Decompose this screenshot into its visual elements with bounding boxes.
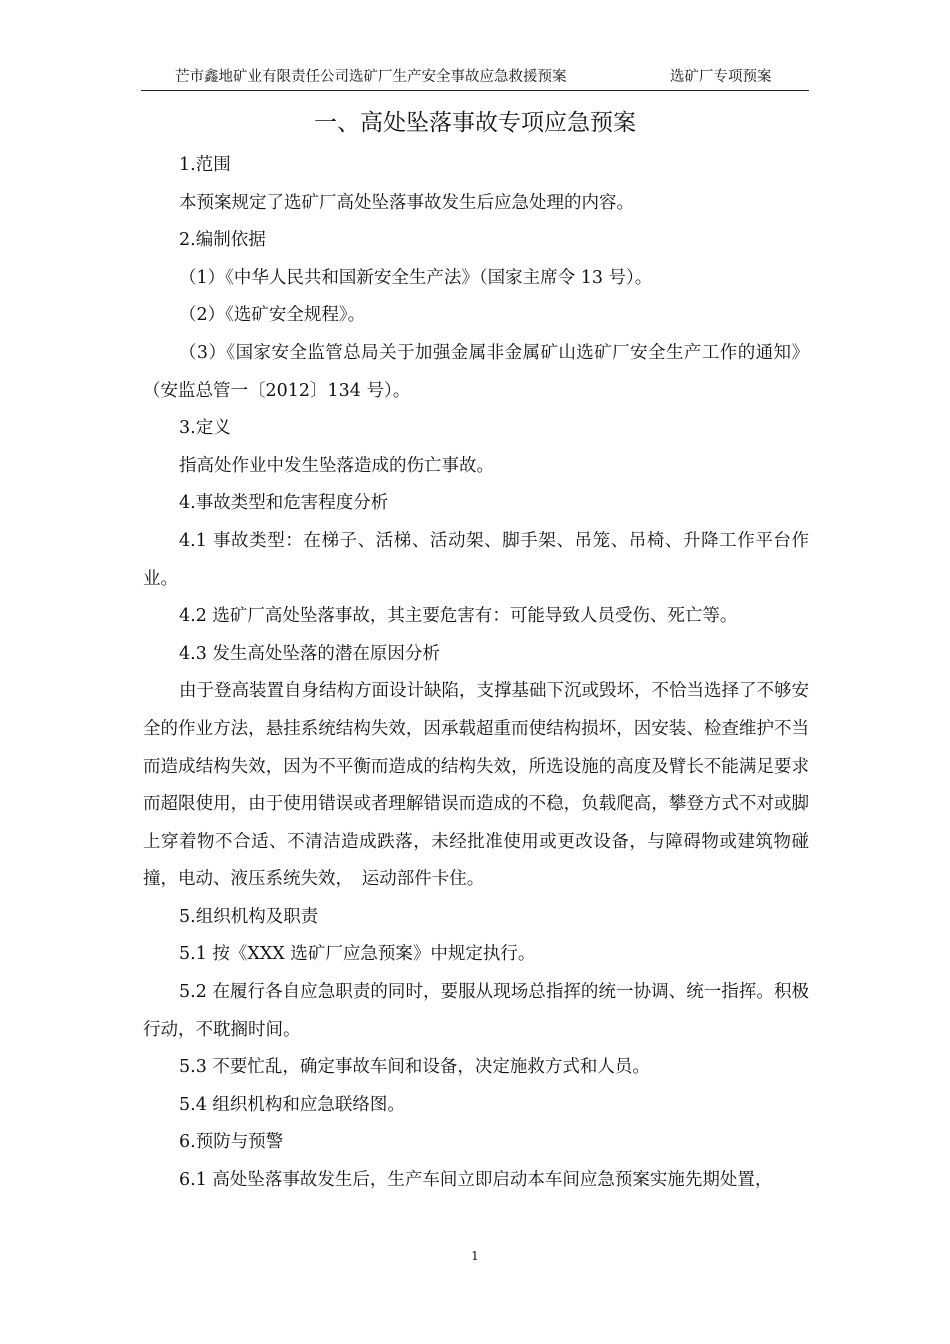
paragraph-5-3: 5.3 不要忙乱，确定事故车间和设备，决定施救方式和人员。 [179,1057,650,1078]
paragraph-basis-1: （1）《中华人民共和国新安全生产法》（国家主席令 13 号）。 [179,267,653,288]
paragraph-scope: 本预案规定了选矿厂高处坠落事故发生后应急处理的内容。 [179,192,634,213]
paragraph-6-1: 6.1 高处坠落事故发生后，生产车间立即启动本车间应急预案实施先期处置， [179,1170,773,1191]
heading-prevention: 6.预防与预警 [179,1132,284,1153]
heading-definition: 3.定义 [179,418,231,439]
document-body [143,147,809,1200]
paragraph-5-2: 5.2 在履行各自应急职责的同时，要服从现场总指挥的统一协调、统一指挥。积极行动，不耽搁时间。 [143,982,809,1040]
heading-basis: 2.编制依据 [179,230,266,251]
page-number: 1 [471,1249,479,1263]
heading-accident-analysis: 4.事故类型和危害程度分析 [179,493,389,514]
header-document-name: 芒市鑫地矿业有限责任公司选矿厂生产安全事故应急救援预案 [175,69,567,85]
paragraph-5-4: 5.4 组织机构和应急联络图。 [179,1094,405,1115]
paragraph-basis-3: （3）《国家安全监管总局关于加强金属非金属矿山选矿厂安全生产工作的通知》（安监总管一〔2012〕134 号）。 [143,342,809,401]
paragraph-definition: 指高处作业中发生坠落造成的伤亡事故。 [179,455,494,476]
paragraph-4-1: 4.1 事故类型：在梯子、活梯、活动架、脚手架、吊笼、吊椅、升降工作平台作业。 [143,530,809,589]
heading-organization: 5.组织机构及职责 [179,906,319,927]
paragraph-4-3: 4.3 发生高处坠落的潜在原因分析 [179,643,440,664]
header-section-name: 选矿厂专项预案 [670,69,772,85]
heading-scope: 1.范围 [179,155,231,175]
paragraph-5-1: 5.1 按《XXX 选矿厂应急预案》中规定执行。 [179,944,536,965]
paragraph-4-2: 4.2 选矿厂高处坠落事故，其主要危害有：可能导致人员受伤、死亡等。 [179,606,738,627]
paragraph-basis-2: （2）《选矿安全规程》。 [179,305,366,326]
page-header [141,66,809,91]
document-title: 一、高处坠落事故专项应急预案 [314,110,636,136]
paragraph-cause-analysis: 由于登高装置自身结构方面设计缺陷，支撑基础下沉或毁坏，不恰当选择了不够安全的作业方法，悬挂系统结构失效，因承载超重而使结构损坏，因安装、检查维护不当而造成结构失效，因为不平衡而造成的结构失效，所选设施的高度及臂长不能满足要求而超限使用，由于使用错误或者理解错误而造成的不稳，负载爬高，攀登方式不对或脚上穿着物不合适、不清洁造成跌落，未经批准使用或更改设备，与障碍物或建筑物碰撞，电动、液压系统失效， 运动部件卡住。 [143,681,809,890]
